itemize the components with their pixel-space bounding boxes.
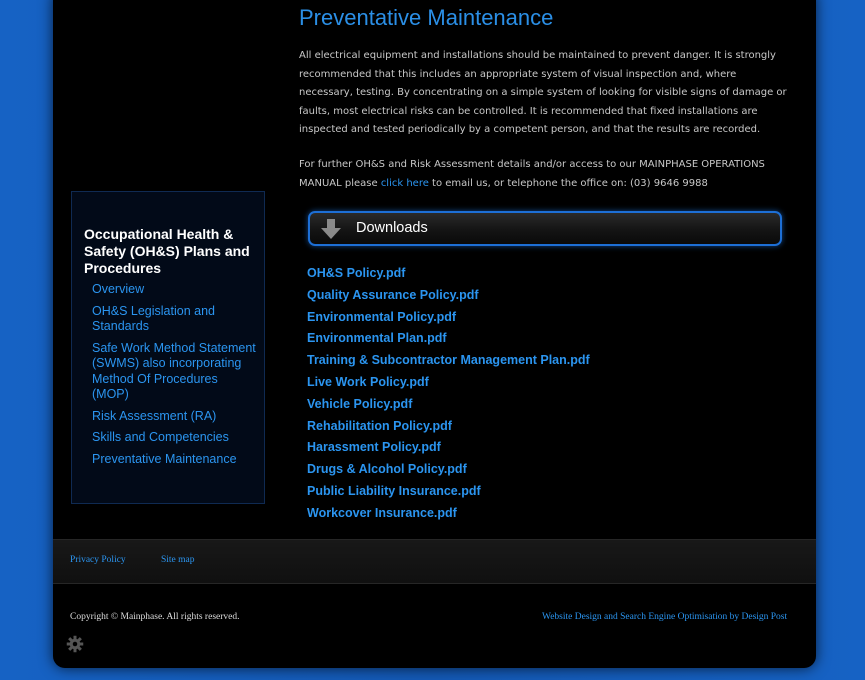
downloads-header[interactable] — [308, 211, 782, 246]
sidebar-item-legislation[interactable]: OH&S Legislation and Standards — [92, 303, 215, 333]
design-credit-link[interactable]: Website Design and Search Engine Optimisation by Design Post — [542, 612, 788, 622]
download-link[interactable]: Environmental Plan.pdf — [307, 331, 447, 346]
sidebar-item-preventative-maintenance[interactable]: Preventative Maintenance — [92, 451, 237, 466]
privacy-policy-link[interactable]: Privacy Policy — [70, 555, 126, 565]
sidebar-item-swms[interactable]: Safe Work Method Statement (SWMS) also incorporating Method Of Procedures (MOP) — [92, 340, 256, 401]
download-link[interactable]: Live Work Policy.pdf — [307, 374, 429, 389]
click-here-link[interactable]: click here — [380, 177, 429, 189]
page-title: Preventative Maintenance — [299, 5, 554, 30]
download-link[interactable]: Rehabilitation Policy.pdf — [307, 418, 452, 433]
download-link[interactable]: OH&S Policy.pdf — [307, 266, 406, 280]
download-link[interactable]: Harassment Policy.pdf — [307, 440, 441, 455]
sidebar — [71, 191, 265, 504]
downloads-list — [307, 263, 590, 525]
download-link[interactable]: Public Liability Insurance.pdf — [307, 483, 481, 498]
download-link[interactable]: Vehicle Policy.pdf — [307, 396, 413, 411]
page-container — [53, 0, 816, 668]
site-map-link[interactable]: Site map — [161, 555, 195, 565]
copyright-text: Copyright © Mainphase. All rights reserved. — [70, 612, 240, 622]
footer-nav — [53, 539, 816, 584]
sidebar-item-risk-assessment[interactable]: Risk Assessment (RA) — [92, 408, 217, 423]
download-link[interactable]: Workcover Insurance.pdf — [307, 505, 457, 520]
download-link[interactable]: Environmental Policy.pdf — [307, 309, 457, 324]
gear-icon[interactable] — [66, 635, 84, 653]
downloads-label: Downloads — [356, 220, 428, 236]
download-link[interactable]: Drugs & Alcohol Policy.pdf — [307, 462, 467, 477]
download-link[interactable]: Quality Assurance Policy.pdf — [307, 287, 479, 302]
sidebar-item-skills[interactable]: Skills and Competencies — [92, 430, 229, 444]
intro-paragraph: All electrical equipment and installations should be maintained to prevent danger. It is strongly recommended that this includes an appropriate system of visual inspection and, where necessary, testing. By concentrating on a simple system of looking for visible signs of damage or faults, most electrical risks can be controlled. It is recommended that fixed installations are inspected and tested periodically by a competent person, and that the results are recorded. — [299, 50, 787, 135]
contact-paragraph — [299, 156, 789, 193]
contact-text-before: For further OH&S and Risk Assessment details and/or access to our MAINPHASE OPERATIONS MANUAL please — [299, 159, 765, 189]
download-link[interactable]: Training & Subcontractor Management Plan.pdf — [307, 353, 590, 368]
sidebar-title: Occupational Health & Safety (OH&S) Plans and Procedures — [84, 226, 250, 276]
down-arrow-icon — [320, 218, 342, 240]
sidebar-nav — [92, 282, 257, 473]
sidebar-item-overview[interactable]: Overview — [92, 282, 145, 296]
contact-text-after: to email us, or telephone the office on: (03) 9646 9988 — [428, 177, 708, 189]
